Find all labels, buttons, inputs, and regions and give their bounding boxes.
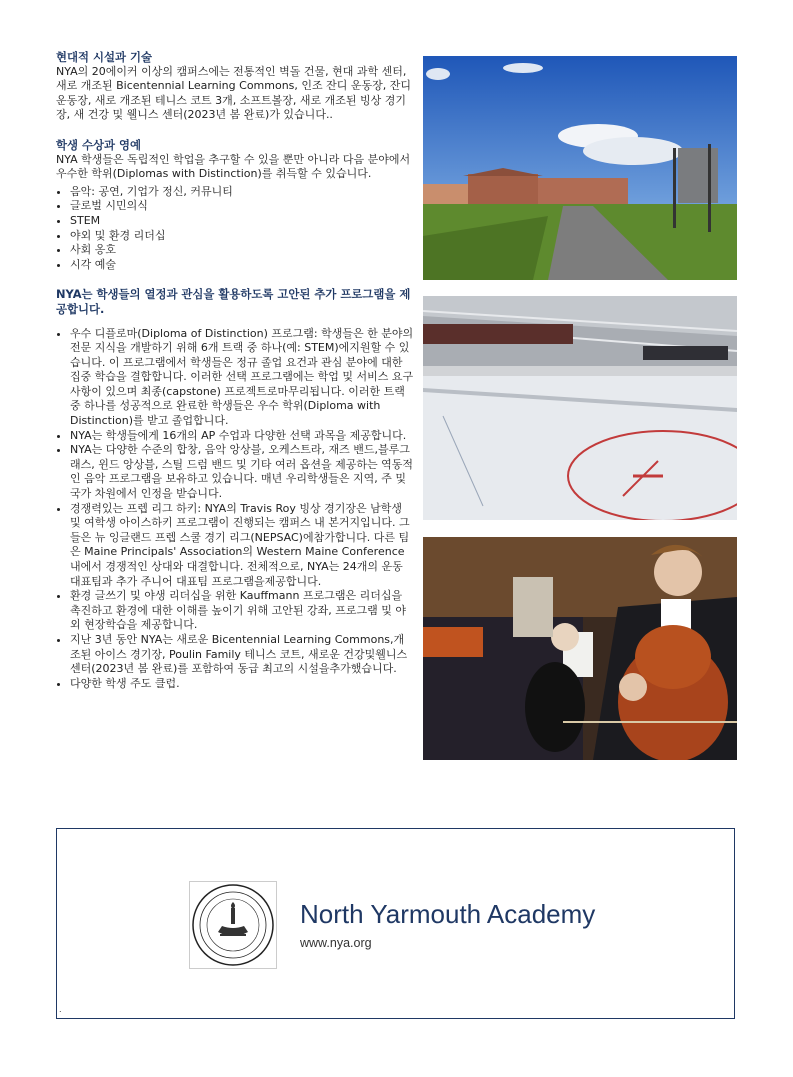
facilities-paragraph: NYA의 20에이커 이상의 캠퍼스에는 전통적인 벽돌 건물, 현대 과학 센터, 새로 개조된 Bicentennial Learning Commons, 인조 잔디 운동장, 잔디 운동장, 새로 개조된 테니스 코트 3개, 소프트볼장, 새로 개조된 빙상 경기장, 새 건강 및 웰니스 센터(2023년 봄 완료)가 있습니다.. — [56, 64, 412, 122]
list-item: • 다양한 학생 주도 클럽. — [70, 677, 414, 692]
list-item: • 사회 옹호 — [70, 243, 240, 258]
list-item: • 경쟁력있는 프렙 리그 하키: NYA의 Travis Roy 빙상 경기장은 남학생 및 여학생 아이스하키 프로그램이 진행되는 캠퍼스 내 본거지입니다. 그들은 뉴 잉글랜드 프렙 스쿨 경기 리그(NEPSAC)에참가합니다. 다른 팀은 Maine Principals' Association의 Western Maine Conference 내에서 경쟁적인 상대와 대결합니다. 전체적으로, NYA는 24개의 운동 대표팀과 추가 주니어 대표팀 프로그램을제공합니다. — [70, 502, 414, 590]
honors-paragraph: NYA 학생들은 독립적인 학업을 추구할 수 있을 뿐만 아니라 다음 분야에서 우수한 학위(Diplomas with Distinction)를 취득할 수 있습니다. — [56, 152, 411, 181]
campus-photo — [423, 56, 737, 280]
list-item: • 음악: 공연, 기업가 정신, 커뮤니티 — [70, 185, 240, 200]
list-item: • 환경 글쓰기 및 야생 리더십을 위한 Kauffmann 프로그램은 리더십을 촉진하고 환경에 대한 이해를 높이기 위해 고안된 강좌, 프로그램 및 야외 현장학습을 제공합니다. — [70, 589, 414, 633]
list-item: • STEM — [70, 214, 240, 229]
list-item: • 시각 예술 — [70, 258, 240, 273]
programs-list — [56, 327, 414, 692]
list-item: • 지난 3년 동안 NYA는 새로운 Bicentennial Learning Commons,개조된 아이스 경기장, Poulin Family 테니스 코트, 새로운 건강및웰니스 센터(2023년 봄 완료)를 포함하여 동급 최고의 시설을추가했습니다. — [70, 633, 414, 677]
honors-heading: 학생 수상과 영예 — [56, 137, 141, 152]
list-item: • NYA는 다양한 수준의 합창, 음악 앙상블, 오케스트라, 재즈 밴드,블루그래스, 윈드 앙상블, 스틸 드럼 밴드 및 기타 여러 옵션을 제공하는 역동적인 음악 프로그램을 보유하고 있습니다. 매년 우리학생들은 지역, 주 및 국가 차원에서 인정을 받습니다. — [70, 443, 414, 501]
distinction-list — [56, 185, 240, 273]
academy-seal — [189, 881, 277, 969]
list-item: • NYA는 학생들에게 16개의 AP 수업과 다양한 선택 과목을 제공합니다. — [70, 429, 414, 444]
school-name: North Yarmouth Academy — [300, 899, 596, 929]
list-item: • 우수 디플로마(Diploma of Distinction) 프로그램: 학생들은 한 분야의 전문 지식을 개발하기 위해 6개 트랙 중 하나(예: STEM)에지원할 수 있습니다. 이 프로그램에서 학생들은 정규 졸업 요건과 관심 분야에 대한 집중 학습을 결합합니다. 이러한 선택 프로그램에는 학업 및 서비스 요구 사항이 있으며 최종(capstone) 프로젝트로마무리됩니다. 이러한 트랙 중 하나를 성공적으로 완료한 학생들은 우수 학위(Diploma with Distinction)를 받고 졸업합니다. — [70, 327, 414, 429]
school-website-link[interactable]: www.nya.org — [300, 936, 372, 950]
footer-box — [56, 828, 735, 1019]
orchestra-photo — [423, 537, 737, 760]
list-item: • 야외 및 환경 리더십 — [70, 229, 240, 244]
footer-mark: . — [59, 1005, 62, 1014]
seal-icon — [190, 882, 276, 968]
ice-rink-photo — [423, 296, 737, 520]
facilities-heading: 현대적 시설과 기술 — [56, 50, 152, 64]
programs-heading: NYA는 학생들의 열정과 관심을 활용하도록 고안된 추가 프로그램을 제공합니다. — [56, 287, 411, 316]
left-text-column — [56, 50, 414, 691]
list-item: • 글로벌 시민의식 — [70, 199, 240, 214]
